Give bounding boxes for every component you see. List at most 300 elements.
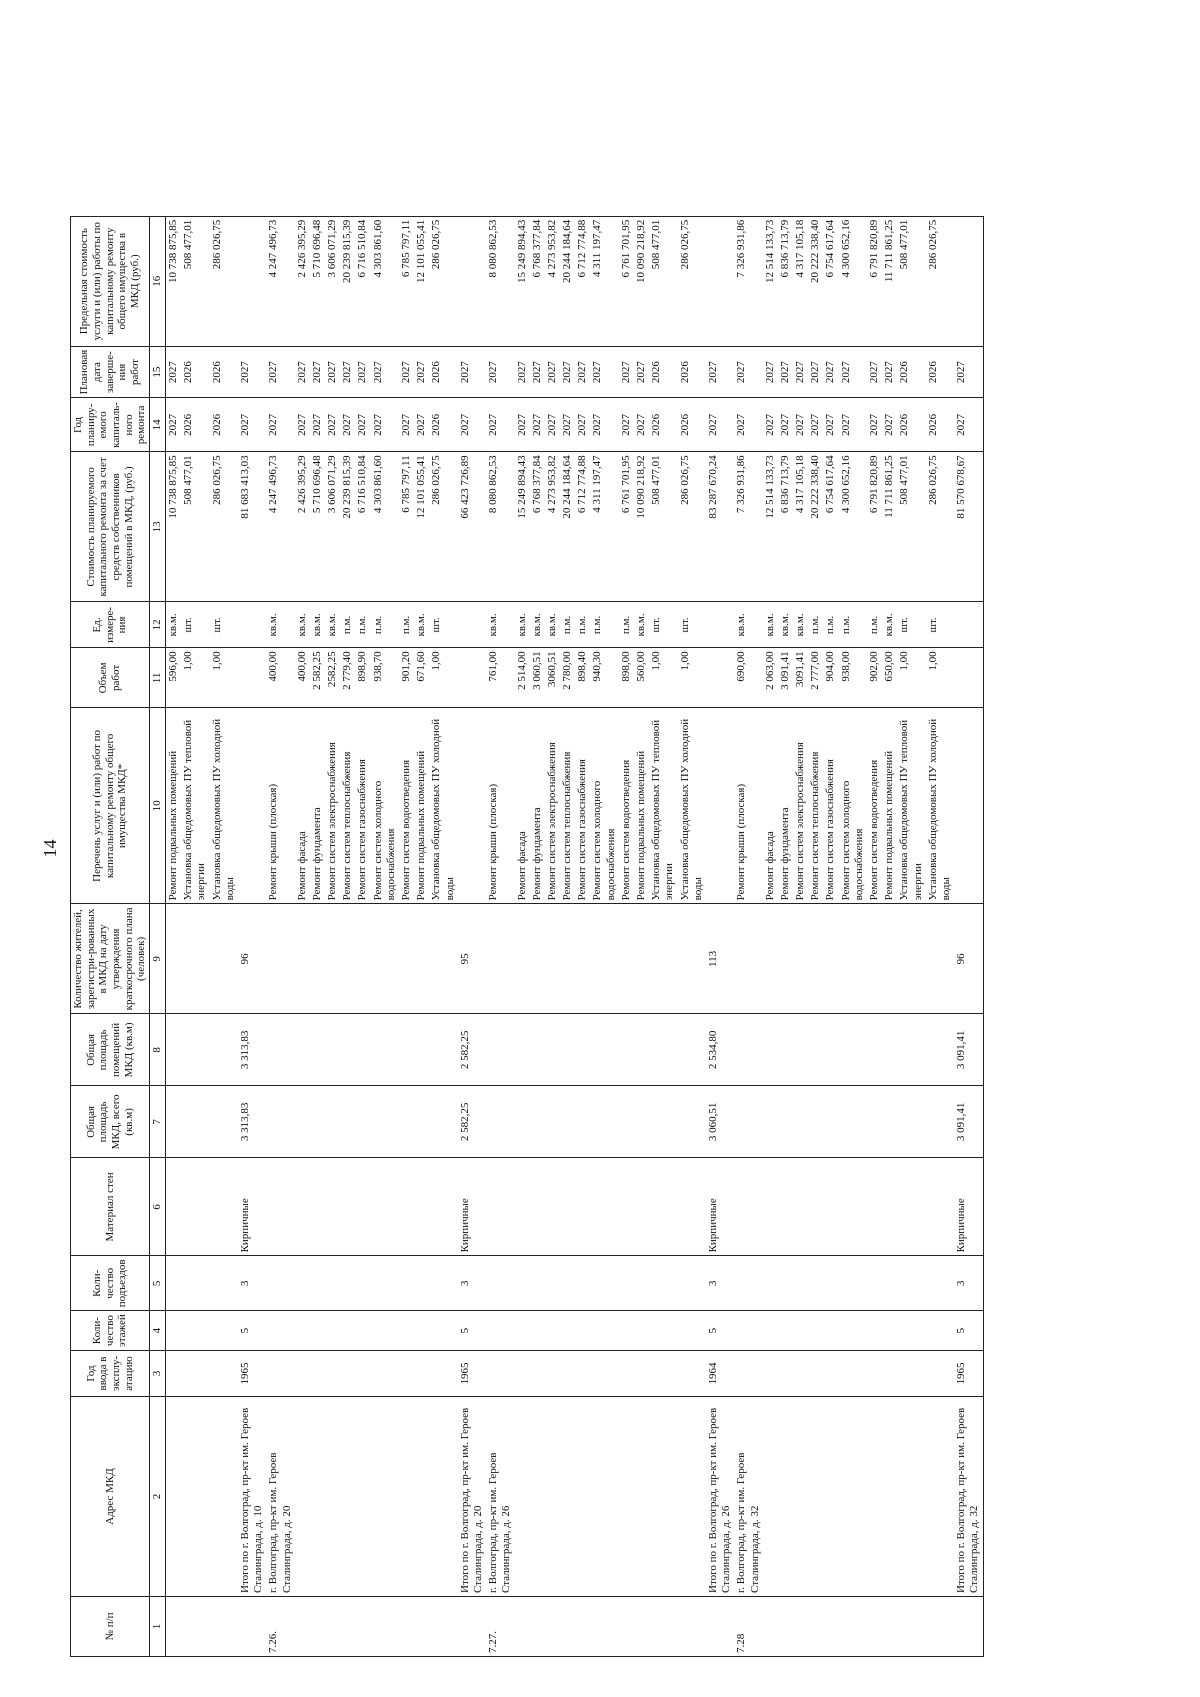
area-rooms-cell — [355, 1014, 370, 1086]
end-date-cell: 2026 — [897, 346, 925, 398]
floors-cell — [545, 1311, 560, 1351]
limit-cost-cell: 4 317 105,18 — [793, 216, 808, 346]
address-cell — [210, 1397, 238, 1597]
planned-cost-cell: 6 768 377,84 — [530, 452, 545, 602]
row-number-cell — [954, 1597, 983, 1657]
area-rooms-cell — [882, 1014, 897, 1086]
end-date-cell: 2027 — [486, 346, 514, 398]
table-row — [371, 216, 399, 1656]
work-item-cell: Ремонт крыши (плоская) — [734, 708, 762, 904]
row-number-cell: 7.26. — [266, 1597, 294, 1657]
wall-material-cell — [867, 1158, 882, 1256]
unit-cell: п.м. — [619, 602, 634, 648]
floors-cell: 5 — [954, 1311, 983, 1351]
unit-cell: п.м. — [340, 602, 355, 648]
unit-cell: кв.м. — [882, 602, 897, 648]
area-rooms-cell — [166, 1014, 182, 1086]
entrances-cell: 3 — [954, 1256, 983, 1311]
entrances-cell — [678, 1256, 706, 1311]
residents-cell — [399, 904, 414, 1014]
work-volume-cell: 940,30 — [590, 648, 618, 708]
commission-year-cell — [590, 1351, 618, 1397]
limit-cost-cell: 15 249 894,43 — [515, 216, 530, 346]
end-date-cell: 2027 — [706, 346, 734, 398]
plan-year-cell: 2027 — [545, 398, 560, 452]
end-date-cell: 2027 — [238, 346, 266, 398]
column-number: 11 — [149, 648, 165, 708]
area-rooms-cell — [734, 1014, 762, 1086]
plan-year-cell: 2027 — [867, 398, 882, 452]
area-total-cell — [371, 1086, 399, 1158]
area-rooms-cell — [867, 1014, 882, 1086]
residents-cell — [560, 904, 575, 1014]
total-row — [706, 216, 734, 1656]
floors-cell: 5 — [238, 1311, 266, 1351]
unit-cell: п.м. — [399, 602, 414, 648]
area-rooms-cell — [530, 1014, 545, 1086]
work-volume-cell — [954, 648, 983, 708]
work-item-cell: Ремонт крыши (плоская) — [486, 708, 514, 904]
row-number-cell — [238, 1597, 266, 1657]
planned-cost-cell: 20 244 184,64 — [560, 452, 575, 602]
entrances-cell — [181, 1256, 209, 1311]
commission-year-cell — [926, 1351, 954, 1397]
residents-cell — [355, 904, 370, 1014]
end-date-cell: 2026 — [926, 346, 954, 398]
end-date-cell: 2027 — [634, 346, 649, 398]
floors-cell: 5 — [458, 1311, 486, 1351]
column-number-row — [149, 216, 165, 1656]
address-cell — [310, 1397, 325, 1597]
commission-year-cell — [560, 1351, 575, 1397]
floors-cell — [634, 1311, 649, 1351]
floors-cell — [530, 1311, 545, 1351]
unit-cell: п.м. — [371, 602, 399, 648]
planned-cost-cell: 4 311 197,47 — [590, 452, 618, 602]
area-total-cell — [355, 1086, 370, 1158]
commission-year-cell — [166, 1351, 182, 1397]
planned-cost-cell: 5 710 696,48 — [310, 452, 325, 602]
floors-cell — [808, 1311, 823, 1351]
plan-year-cell: 2027 — [325, 398, 340, 452]
area-total-cell — [310, 1086, 325, 1158]
work-item-cell: Ремонт систем электроснабжения — [545, 708, 560, 904]
column-number: 9 — [149, 904, 165, 1014]
work-volume-cell: 898,00 — [619, 648, 634, 708]
unit-cell: кв.м. — [166, 602, 182, 648]
col-header-area-total: Общая площадь МКД, всего (кв.м) — [71, 1086, 150, 1158]
work-volume-cell: 901,20 — [399, 648, 414, 708]
entrances-cell — [619, 1256, 634, 1311]
end-date-cell: 2027 — [808, 346, 823, 398]
commission-year-cell — [634, 1351, 649, 1397]
commission-year-cell — [575, 1351, 590, 1397]
col-header-year: Год ввода в эксплу-атацию — [71, 1351, 150, 1397]
area-total-cell — [560, 1086, 575, 1158]
wall-material-cell — [340, 1158, 355, 1256]
commission-year-cell — [545, 1351, 560, 1397]
limit-cost-cell: 7 326 931,86 — [734, 216, 762, 346]
floors-cell — [678, 1311, 706, 1351]
limit-cost-cell: 10 090 218,92 — [634, 216, 649, 346]
area-total-cell — [649, 1086, 677, 1158]
area-rooms-cell — [897, 1014, 925, 1086]
column-number: 3 — [149, 1351, 165, 1397]
commission-year-cell — [266, 1351, 294, 1397]
table-row — [429, 216, 457, 1656]
area-rooms-cell — [793, 1014, 808, 1086]
plan-year-cell: 2027 — [575, 398, 590, 452]
work-volume-cell — [458, 648, 486, 708]
plan-year-cell: 2027 — [763, 398, 778, 452]
end-date-cell: 2027 — [355, 346, 370, 398]
row-number-cell — [678, 1597, 706, 1657]
area-total-cell — [575, 1086, 590, 1158]
work-volume-cell: 400,00 — [295, 648, 310, 708]
plan-year-cell: 2027 — [371, 398, 399, 452]
area-total-cell — [867, 1086, 882, 1158]
row-number-cell — [926, 1597, 954, 1657]
row-number-cell — [530, 1597, 545, 1657]
wall-material-cell — [310, 1158, 325, 1256]
work-volume-cell: 2 780,00 — [560, 648, 575, 708]
area-rooms-cell: 2 582,25 — [458, 1014, 486, 1086]
wall-material-cell — [839, 1158, 867, 1256]
residents-cell: 96 — [238, 904, 266, 1014]
wall-material-cell: Кирпичные — [458, 1158, 486, 1256]
row-number-cell — [867, 1597, 882, 1657]
plan-year-cell: 2027 — [310, 398, 325, 452]
entrances-cell — [210, 1256, 238, 1311]
area-rooms-cell — [590, 1014, 618, 1086]
plan-year-cell: 2027 — [634, 398, 649, 452]
address-cell — [295, 1397, 310, 1597]
plan-year-cell: 2027 — [808, 398, 823, 452]
row-number-cell — [399, 1597, 414, 1657]
area-rooms-cell: 3 313,83 — [238, 1014, 266, 1086]
commission-year-cell — [619, 1351, 634, 1397]
wall-material-cell — [530, 1158, 545, 1256]
residents-cell — [778, 904, 793, 1014]
end-date-cell: 2027 — [371, 346, 399, 398]
column-number: 14 — [149, 398, 165, 452]
floors-cell — [882, 1311, 897, 1351]
area-rooms-cell — [763, 1014, 778, 1086]
unit-cell: шт. — [649, 602, 677, 648]
work-item-cell: Ремонт систем теплоснабжения — [560, 708, 575, 904]
unit-cell: шт. — [181, 602, 209, 648]
work-item-cell: Ремонт систем электроснабжения — [325, 708, 340, 904]
commission-year-cell — [867, 1351, 882, 1397]
address-cell — [793, 1397, 808, 1597]
work-item-cell: Ремонт фундамента — [530, 708, 545, 904]
floors-cell — [295, 1311, 310, 1351]
end-date-cell: 2026 — [678, 346, 706, 398]
planned-cost-cell: 20 239 815,39 — [340, 452, 355, 602]
entrances-cell — [793, 1256, 808, 1311]
table-row — [340, 216, 355, 1656]
unit-cell: п.м. — [808, 602, 823, 648]
plan-year-cell: 2027 — [414, 398, 429, 452]
area-total-cell — [839, 1086, 867, 1158]
planned-cost-cell: 11 711 861,25 — [882, 452, 897, 602]
end-date-cell: 2027 — [325, 346, 340, 398]
commission-year-cell — [414, 1351, 429, 1397]
wall-material-cell — [266, 1158, 294, 1256]
work-item-cell: Установка общедомовых ПУ холодной воды — [678, 708, 706, 904]
end-date-cell: 2026 — [210, 346, 238, 398]
planned-cost-cell: 6 761 701,95 — [619, 452, 634, 602]
work-volume-cell — [706, 648, 734, 708]
planned-cost-cell: 2 426 395,29 — [295, 452, 310, 602]
entrances-cell — [808, 1256, 823, 1311]
planned-cost-cell: 6 836 713,79 — [778, 452, 793, 602]
table-row — [867, 216, 882, 1656]
end-date-cell: 2027 — [515, 346, 530, 398]
wall-material-cell: Кирпичные — [238, 1158, 266, 1256]
planned-cost-cell: 20 222 338,40 — [808, 452, 823, 602]
end-date-cell: 2027 — [793, 346, 808, 398]
end-date-cell: 2027 — [619, 346, 634, 398]
area-rooms-cell — [340, 1014, 355, 1086]
area-rooms-cell — [545, 1014, 560, 1086]
wall-material-cell — [545, 1158, 560, 1256]
plan-year-cell: 2027 — [399, 398, 414, 452]
entrances-cell — [325, 1256, 340, 1311]
row-number-cell — [295, 1597, 310, 1657]
address-cell — [414, 1397, 429, 1597]
work-item-cell: Ремонт систем холодного водоснабжения — [590, 708, 618, 904]
floors-cell — [763, 1311, 778, 1351]
floors-cell — [867, 1311, 882, 1351]
address-cell — [355, 1397, 370, 1597]
table-row — [882, 216, 897, 1656]
total-row — [458, 216, 486, 1656]
wall-material-cell — [619, 1158, 634, 1256]
plan-year-cell: 2027 — [458, 398, 486, 452]
capital-repair-table — [70, 216, 984, 1657]
column-number: 15 — [149, 346, 165, 398]
area-rooms-cell — [181, 1014, 209, 1086]
floors-cell — [340, 1311, 355, 1351]
wall-material-cell — [210, 1158, 238, 1256]
limit-cost-cell: 508 477,01 — [897, 216, 925, 346]
work-item-cell — [706, 708, 734, 904]
wall-material-cell — [166, 1158, 182, 1256]
work-volume-cell: 904,00 — [823, 648, 838, 708]
col-header-cost: Стоимость планируемого капитального ремонта за счет средств собственников помещений в МКД, (руб.) — [71, 452, 150, 602]
work-item-cell: Ремонт подвальных помещений — [166, 708, 182, 904]
planned-cost-cell: 12 514 133,73 — [763, 452, 778, 602]
entrances-cell — [763, 1256, 778, 1311]
commission-year-cell — [310, 1351, 325, 1397]
residents-cell — [266, 904, 294, 1014]
plan-year-cell: 2027 — [560, 398, 575, 452]
end-date-cell: 2027 — [295, 346, 310, 398]
address-cell — [399, 1397, 414, 1597]
commission-year-cell — [399, 1351, 414, 1397]
work-item-cell: Ремонт систем газоснабжения — [575, 708, 590, 904]
work-item-cell — [954, 708, 983, 904]
area-rooms-cell — [575, 1014, 590, 1086]
address-cell — [575, 1397, 590, 1597]
end-date-cell: 2027 — [545, 346, 560, 398]
work-item-cell: Ремонт фасада — [763, 708, 778, 904]
area-rooms-cell — [210, 1014, 238, 1086]
col-header-walls: Материал стен — [71, 1158, 150, 1256]
entrances-cell — [575, 1256, 590, 1311]
unit-cell — [238, 602, 266, 648]
unit-cell: кв.м. — [295, 602, 310, 648]
wall-material-cell — [793, 1158, 808, 1256]
commission-year-cell — [678, 1351, 706, 1397]
limit-cost-cell: 4 300 652,16 — [839, 216, 867, 346]
limit-cost-cell: 6 754 617,64 — [823, 216, 838, 346]
table-row — [295, 216, 310, 1656]
commission-year-cell: 1965 — [238, 1351, 266, 1397]
planned-cost-cell: 15 249 894,43 — [515, 452, 530, 602]
unit-cell: кв.м. — [634, 602, 649, 648]
limit-cost-cell: 4 303 861,60 — [371, 216, 399, 346]
plan-year-cell: 2026 — [926, 398, 954, 452]
commission-year-cell — [823, 1351, 838, 1397]
commission-year-cell — [181, 1351, 209, 1397]
plan-year-cell: 2027 — [590, 398, 618, 452]
end-date-cell: 2027 — [166, 346, 182, 398]
work-volume-cell: 1,00 — [926, 648, 954, 708]
table-row — [399, 216, 414, 1656]
work-volume-cell: 2582,25 — [325, 648, 340, 708]
row-number-cell — [839, 1597, 867, 1657]
entrances-cell: 3 — [458, 1256, 486, 1311]
row-number-cell — [649, 1597, 677, 1657]
entrances-cell — [867, 1256, 882, 1311]
unit-cell — [954, 602, 983, 648]
plan-year-cell: 2027 — [295, 398, 310, 452]
area-rooms-cell — [560, 1014, 575, 1086]
commission-year-cell — [793, 1351, 808, 1397]
residents-cell — [295, 904, 310, 1014]
limit-cost-cell: 508 477,01 — [181, 216, 209, 346]
row-number-cell — [355, 1597, 370, 1657]
row-number-cell — [634, 1597, 649, 1657]
work-volume-cell: 1,00 — [429, 648, 457, 708]
work-volume-cell: 2 779,40 — [340, 648, 355, 708]
column-number: 12 — [149, 602, 165, 648]
table-row — [823, 216, 838, 1656]
work-volume-cell: 1,00 — [181, 648, 209, 708]
area-rooms-cell — [634, 1014, 649, 1086]
address-cell — [545, 1397, 560, 1597]
row-number-cell — [590, 1597, 618, 1657]
column-number: 2 — [149, 1397, 165, 1597]
plan-year-cell: 2026 — [897, 398, 925, 452]
work-item-cell: Ремонт подвальных помещений — [414, 708, 429, 904]
end-date-cell: 2027 — [530, 346, 545, 398]
planned-cost-cell: 4 300 652,16 — [839, 452, 867, 602]
residents-cell — [210, 904, 238, 1014]
entrances-cell: 3 — [238, 1256, 266, 1311]
area-total-cell — [181, 1086, 209, 1158]
column-number: 7 — [149, 1086, 165, 1158]
residents-cell — [678, 904, 706, 1014]
floors-cell — [897, 1311, 925, 1351]
address-cell — [897, 1397, 925, 1597]
planned-cost-cell: 7 326 931,86 — [734, 452, 762, 602]
end-date-cell: 2027 — [458, 346, 486, 398]
unit-cell: кв.м. — [325, 602, 340, 648]
address-cell — [530, 1397, 545, 1597]
wall-material-cell — [678, 1158, 706, 1256]
col-header-unit: Ед. измере-ния — [71, 602, 150, 648]
unit-cell: кв.м. — [310, 602, 325, 648]
residents-cell — [545, 904, 560, 1014]
unit-cell: шт. — [897, 602, 925, 648]
unit-cell: кв.м. — [545, 602, 560, 648]
address-cell: г. Волгоград, пр-кт им. Героев Сталинграда, д. 26 — [486, 1397, 514, 1597]
plan-year-cell: 2027 — [706, 398, 734, 452]
end-date-cell: 2027 — [763, 346, 778, 398]
col-header-address: Адрес МКД — [71, 1397, 150, 1597]
work-item-cell — [238, 708, 266, 904]
floors-cell — [560, 1311, 575, 1351]
end-date-cell: 2027 — [867, 346, 882, 398]
address-cell — [371, 1397, 399, 1597]
area-rooms-cell — [399, 1014, 414, 1086]
work-volume-cell: 761,00 — [486, 648, 514, 708]
work-item-cell: Ремонт систем электроснабжения — [793, 708, 808, 904]
floors-cell — [734, 1311, 762, 1351]
end-date-cell: 2027 — [340, 346, 355, 398]
commission-year-cell — [371, 1351, 399, 1397]
residents-cell — [808, 904, 823, 1014]
area-rooms-cell — [325, 1014, 340, 1086]
area-total-cell — [266, 1086, 294, 1158]
floors-cell — [823, 1311, 838, 1351]
unit-cell: кв.м. — [778, 602, 793, 648]
unit-cell: шт. — [429, 602, 457, 648]
table-row — [545, 216, 560, 1656]
wall-material-cell — [181, 1158, 209, 1256]
unit-cell: кв.м. — [266, 602, 294, 648]
work-item-cell: Ремонт фундамента — [778, 708, 793, 904]
residents-cell — [486, 904, 514, 1014]
work-volume-cell: 650,00 — [882, 648, 897, 708]
wall-material-cell: Кирпичные — [954, 1158, 983, 1256]
table-row — [649, 216, 677, 1656]
area-total-cell — [634, 1086, 649, 1158]
work-item-cell: Установка общедомовых ПУ тепловой энергии — [897, 708, 925, 904]
work-volume-cell: 3091,41 — [793, 648, 808, 708]
limit-cost-cell: 20 239 815,39 — [340, 216, 355, 346]
planned-cost-cell: 4 317 105,18 — [793, 452, 808, 602]
area-total-cell — [619, 1086, 634, 1158]
entrances-cell — [486, 1256, 514, 1311]
limit-cost-cell: 20 222 338,40 — [808, 216, 823, 346]
work-volume-cell: 690,00 — [734, 648, 762, 708]
plan-year-cell: 2027 — [823, 398, 838, 452]
address-cell — [678, 1397, 706, 1597]
entrances-cell — [560, 1256, 575, 1311]
plan-year-cell: 2026 — [181, 398, 209, 452]
wall-material-cell — [295, 1158, 310, 1256]
work-volume-cell: 400,00 — [266, 648, 294, 708]
floors-cell — [399, 1311, 414, 1351]
residents-cell — [763, 904, 778, 1014]
end-date-cell: 2027 — [778, 346, 793, 398]
row-number-cell — [560, 1597, 575, 1657]
residents-cell — [325, 904, 340, 1014]
